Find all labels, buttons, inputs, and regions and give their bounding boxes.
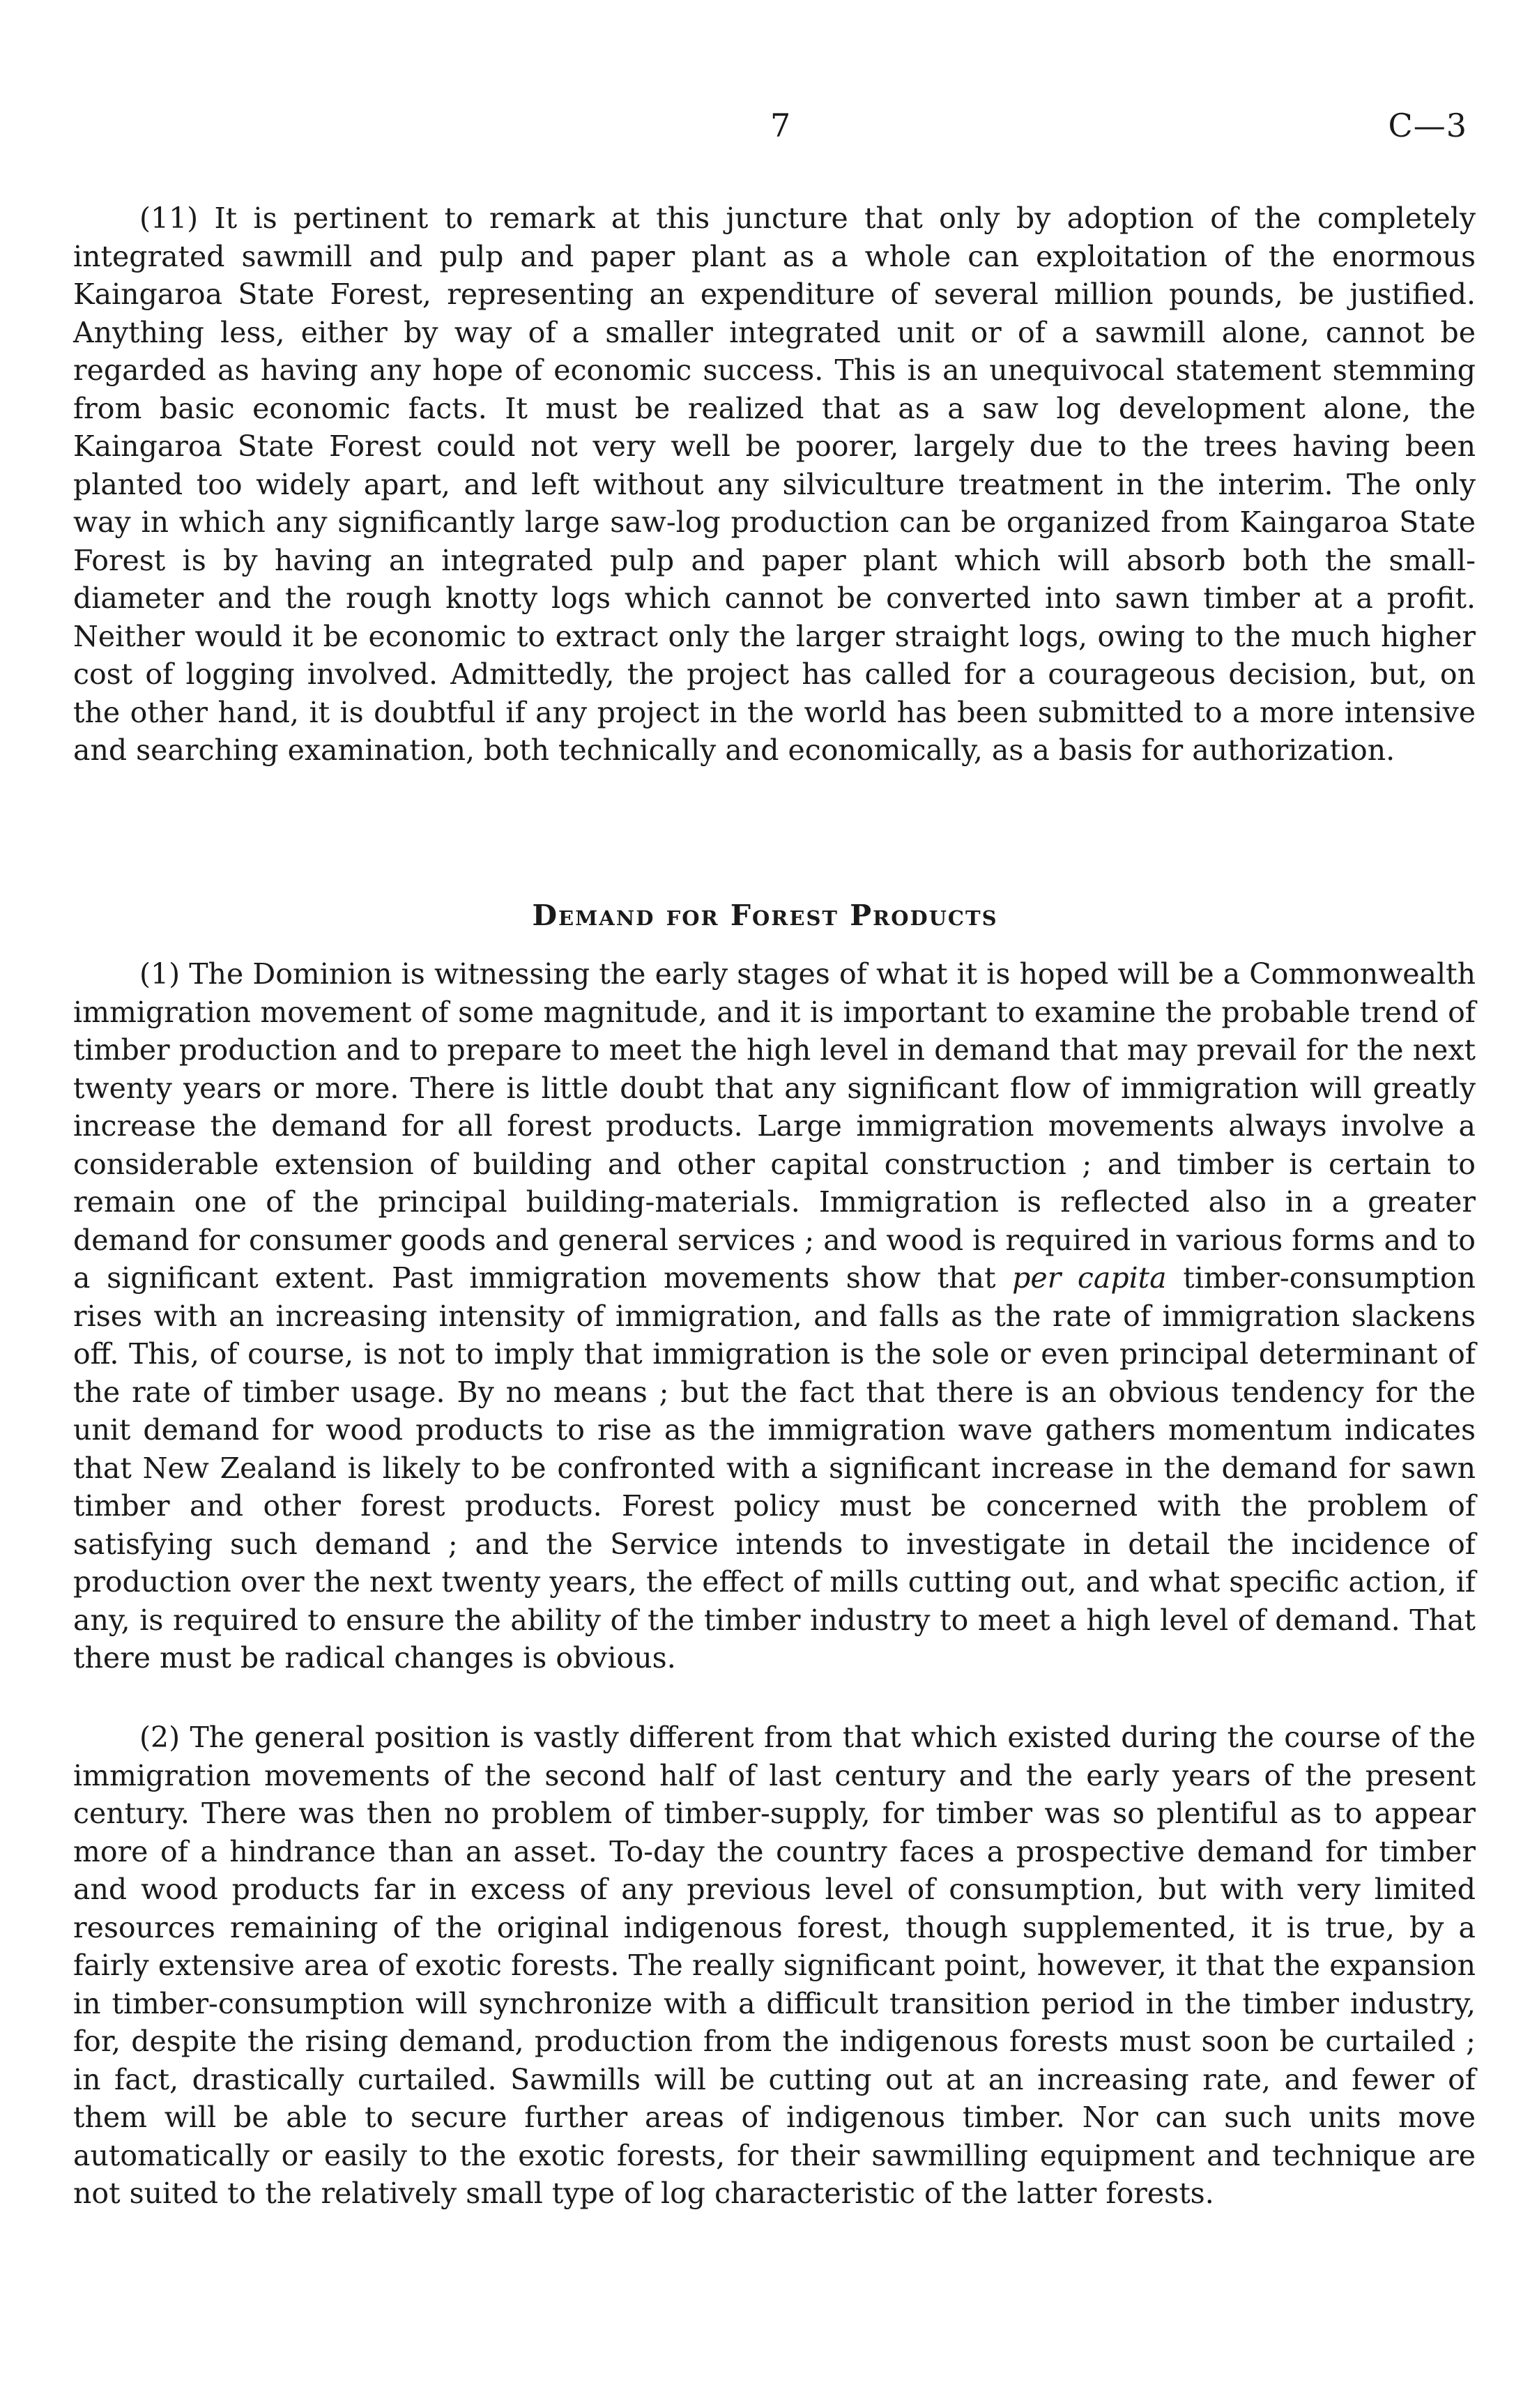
paragraph-11-kaingaroa: (11) It is pertinent to remark at this juncture that only by adoption of the completely integrated sawmill and pulp and paper plant as a whole can exploitation of the enormous Kaingaroa State Forest, representing an expenditure of several million pounds, be justified. Anything less, either by way of a smaller integrated unit or of a sawmill alone, cannot be regarded as having any hope of economic success. This is an unequivocal statement stemming from basic economic facts. It must be realized that as a saw log development alone, the Kaingaroa State Forest could not very well be poorer, largely due to the trees having been planted too widely apart, and left without any silviculture treatment in the interim. The only way in which any significantly large saw-log production can be organized from Kaingaroa State Forest is by having an integrated pulp and paper plant which will absorb both the small-diameter and the rough knotty logs which cannot be converted into sawn timber at a profit. Neither would it be economic to extract only the larger straight logs, owing to the much higher cost of logging involved. Admittedly, the project has called for a courageous decision, but, on the other hand, it is doubtful if any project in the world has been submitted to a more intensive and searching examination, both technically and economically, as a basis for authorization. — [73, 201, 1476, 767]
paragraph-demand-1-text-b: timber-consumption rises with an increasing intensity of immigration, and falls as the rate of immigration slackens off. This, of course, is not to imply that immigration is the sole or even principal determinant of the rate of timber usage. By no means ; but the fact that there is an obvious tendency for the unit demand for wood products to rise as the immigration wave gathers momentum indicates that New Zealand is likely to be confronted with a significant increase in the demand for sawn timber and other forest products. Forest policy must be concerned with the problem of satisfying such demand ; and the Service intends to investigate in detail the incidence of production over the next twenty years, the effect of mills cutting out, and what specific action, if any, is required to ensure the ability of the timber industry to meet a high level of demand. That there must be radical changes is obvious. — [73, 1261, 1476, 1675]
page-number: 7 — [770, 107, 791, 144]
paragraph-demand-2: (2) The general position is vastly different from that which existed during the course of the immigration movements of the second half of last century and the early years of the present century. There was then no problem of timber-supply, for timber was so plentiful as to appear more of a hindrance than an asset. To-day the country faces a prospective demand for timber and wood products far in excess of any previous level of consumption, but with very limited resources remaining of the original indigenous forest, though supplemented, it is true, by a fairly extensive area of exotic forests. The really significant point, however, it that the expansion in timber-consumption will synchronize with a difficult transition period in the timber industry, for, despite the rising demand, production from the indigenous forests must soon be curtailed ; in fact, drastically curtailed. Sawmills will be cutting out at an increasing rate, and fewer of them will be able to secure further areas of indigenous timber. Nor can such units move automatically or easily to the exotic forests, for their sawmilling equipment and technique are not suited to the relatively small type of log characteristic of the latter forests. — [73, 1721, 1476, 2210]
document-code: C—3 — [1388, 107, 1467, 144]
section-heading: Demand for Forest Products — [532, 899, 998, 932]
paragraph-demand-1 — [73, 955, 1476, 1677]
per-capita-italic: per capita — [1012, 1261, 1167, 1295]
paragraph-demand-1-text-a: (1) The Dominion is witnessing the early stages of what it is hoped will be a Commonwealth immigration movement of some magnitude, and it is important to examine the probable trend of timber production and to prepare to meet the high level in demand that may prevail for the next twenty years or more. There is little doubt that any significant flow of immigration will greatly increase the demand for all forest products. Large immigration movements always involve a considerable extension of building and other capital construction ; and timber is certain to remain one of the principal building-materials. Immigration is reflected also in a greater demand for consumer goods and general services ; and wood is required in various forms and to a significant extent. Past immigration movements show that — [73, 957, 1476, 1295]
page-header — [0, 105, 1530, 160]
